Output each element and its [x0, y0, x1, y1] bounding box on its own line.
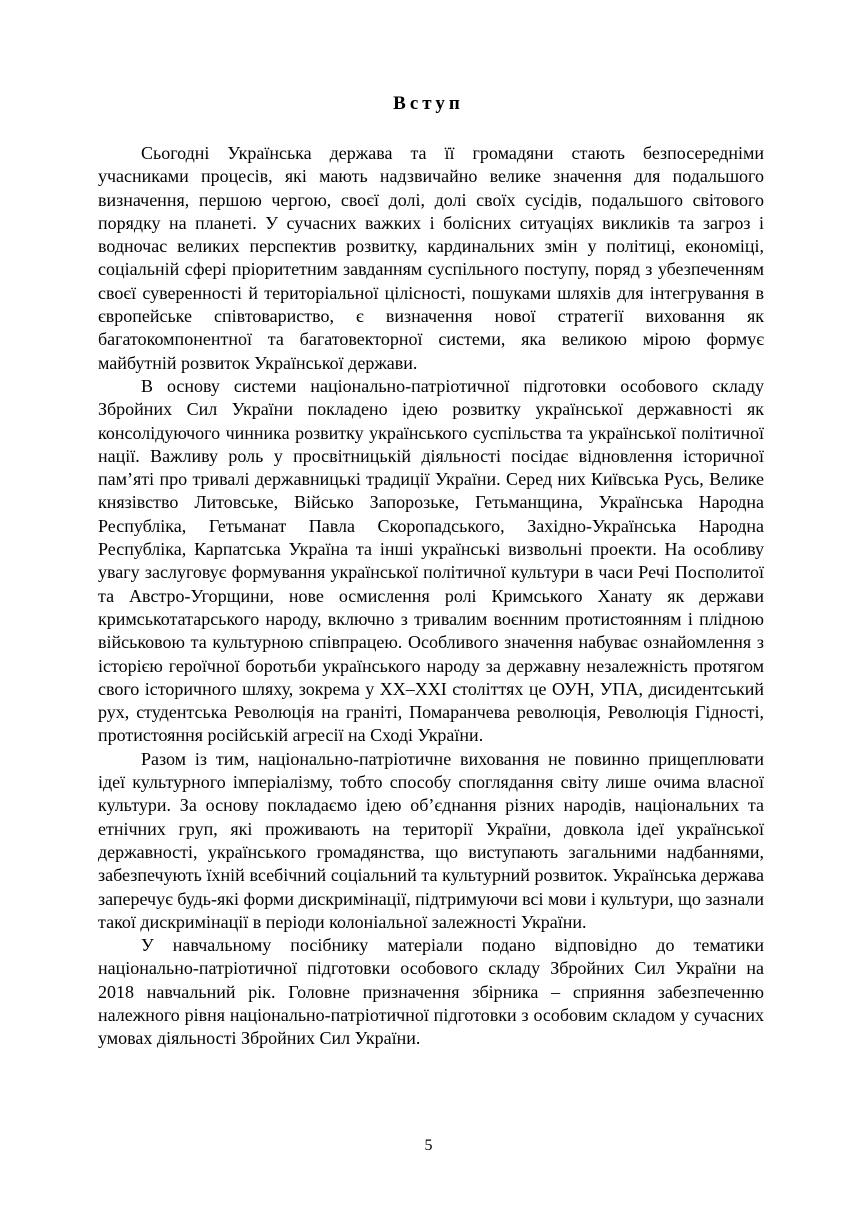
paragraph-1: Сьогодні Українська держава та її громадяни стають безпосередніми учасниками процесів, які мають надзвичайно велике значення для подальшого визначення, першою чергою, своєї долі, долі своїх сусідів, подальшого світового порядку на планеті. У сучасних важких і болісних ситуаціях викликів та загроз і водночас великих перспектив розвитку, кардинальних змін у політиці, економіці, соціальній сфері пріоритетним завданням суспільного поступу, поряд з убезпеченням своєї суверенності й територіальної цілісності, пошуками шляхів для інтегрування в європейське співтовариство, є визначення нової стратегії виховання як багатокомпонентної та багатовекторної системи, яка великою мірою формує майбутній розвиток Української держави.	[98, 143, 764, 373]
paragraph-3: Разом із тим, національно-патріотичне виховання не повинно прищеплювати ідеї культурного імперіалізму, тобто способу споглядання світу лише очима власної культури. За основу покладаємо ідею об’єднання різних народів, національних та етнічних груп, які проживають на території України, довкола ідеї української державності, українського громадянства, що виступають загальними надбаннями, забезпечують їхній всебічний соціальний та культурний розвиток. Українська держава заперечує будь-які форми дискримінації, підтримуючи всі мови і культури, що зазнали такої дискримінації в періоди колоніальної залежності України.	[98, 748, 764, 932]
body-text	[98, 142, 764, 1051]
paragraph-4: У навчальному посібнику матеріали подано відповідно до тематики національно-патріотичної підготовки особового складу Збройних Сил України на 2018 навчальний рік. Головне призначення збірника – сприяння забезпеченню належного рівня національно-патріотичної підготовки з особовим складом у сучасних умовах діяльності Збройних Сил України.	[98, 935, 764, 1049]
paragraph-2: В основу системи національно-патріотичної підготовки особового складу Збройних Сил України покладено ідею розвитку української державності як консолідуючого чинника розвитку українського суспільства та української політичної нації. Важливу роль у просвітницькій діяльності посідає відновлення історичної пам’яті про тривалі державницькі традиції України. Серед них Київська Русь, Велике князівство Литовське, Військо Запорозьке, Гетьманщина, Українська Народна Республіка, Гетьманат Павла Скоропадського, Західно-Українська Народна Республіка, Карпатська Україна та інші українські визвольні проекти. На особливу увагу заслуговує формування української політичної культури в часи Речі Посполитої та Австро-Угорщини, нове осмислення ролі Кримського Ханату як держави кримськотатарського народу, включно з тривалим воєнним протистоянням і плідною військовою та культурною співпрацею. Особливого значення набуває ознайомлення з історією героїчної боротьби українського народу за державну незалежність протягом свого історичного шляху, зокрема у XX–XXI століттях це ОУН, УПА, дисидентський рух, студентська Революція на граніті, Помаранчева революція, Революція Гідності, протистояння російській агресії на Сході України.	[98, 375, 764, 746]
page-number: 5	[424, 1137, 433, 1154]
page-title: Вступ	[393, 93, 464, 114]
